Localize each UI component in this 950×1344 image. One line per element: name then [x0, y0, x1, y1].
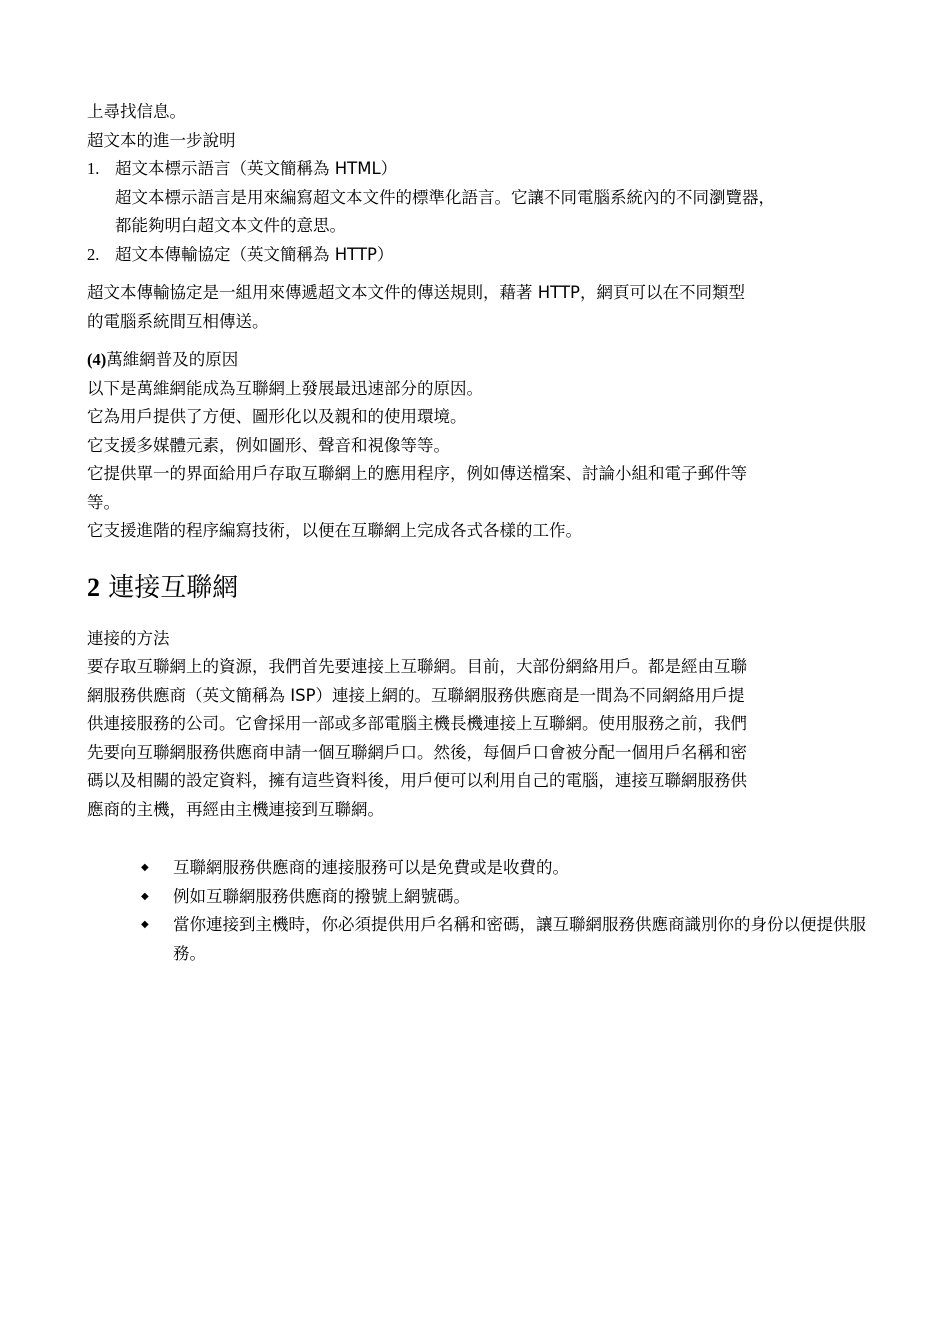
bullet-list	[87, 854, 882, 968]
section-line: 它為用戶提供了方便、圖形化以及親和的使用環境。	[87, 407, 467, 426]
method-title: 連接的方法	[87, 628, 170, 648]
section-line: 它支援進階的程序編寫技術，以便在互聯網上完成各式各樣的工作。	[87, 521, 582, 540]
method-paragraph-line: 要存取互聯網上的資源，我們首先要連接上互聯網。目前，大部份網絡用戶。都是經由互聯	[87, 657, 747, 676]
list-item	[141, 883, 882, 912]
chapter-heading	[87, 568, 882, 608]
method-paragraph-line: 先要向互聯網服務供應商申請一個互聯網戶口。然後，每個戶口會被分配一個用戶名稱和密	[87, 742, 747, 762]
method-paragraph-line: 網服務供應商（英文簡稱為 ISP）連接上網的。互聯網服務供應商是一間為不同網絡用戶提	[87, 685, 745, 705]
diamond-bullet-icon: ◆	[141, 919, 149, 930]
chapter-title: 連接互聯網	[108, 572, 239, 603]
section-heading	[87, 346, 882, 375]
html-description-line: 都能夠明白超文本文件的意思。	[115, 216, 346, 235]
bullet-text: 互聯網服務供應商的連接服務可以是免費或是收費的。	[173, 858, 569, 877]
list-item	[141, 911, 882, 968]
section-title: 萬維網普及的原因	[106, 350, 239, 369]
list-item-title: 超文本標示語言（英文簡稱為 HTML）	[115, 159, 398, 178]
section-line: 等。	[87, 492, 120, 512]
diamond-bullet-icon: ◆	[141, 862, 149, 873]
document-content	[87, 98, 882, 968]
method-paragraph-line: 碼以及相關的設定資料，擁有這些資料後，用戶便可以利用自己的電腦，連接互聯網服務供	[87, 771, 747, 790]
section-line: 它提供單一的界面給用戶存取互聯網上的應用程序，例如傳送檔案、討論小組和電子郵件等	[87, 464, 747, 483]
method-paragraph-line: 供連接服務的公司。它會採用一部或多部電腦主機長機連接上互聯網。使用服務之前，我們	[87, 714, 747, 733]
bullet-text: 例如互聯網服務供應商的撥號上網號碼。	[173, 886, 470, 906]
section-line: 以下是萬維網能成為互聯網上發展最迅速部分的原因。	[87, 378, 483, 398]
hypertext-subtitle: 超文本的進一步說明	[87, 130, 236, 150]
html-description-line: 超文本標示語言是用來編寫超文本文件的標準化語言。它讓不同電腦系統內的不同瀏覽器，	[115, 187, 775, 207]
bullet-text: 當你連接到主機時，你必須提供用戶名稱和密碼，讓互聯網服務供應商識別你的身份以便提供服務。	[173, 915, 866, 963]
list-item	[141, 854, 882, 883]
http-paragraph-line: 超文本傳輸協定是一組用來傳遞超文本文件的傳送規則，藉著 HTTP，網頁可以在不同類型	[87, 283, 745, 302]
list-item-html	[87, 155, 882, 184]
diamond-bullet-icon: ◆	[141, 890, 149, 902]
chapter-number: 2	[87, 572, 100, 602]
method-paragraph-line: 應商的主機，再經由主機連接到互聯網。	[87, 799, 384, 819]
list-item-http	[87, 241, 882, 270]
section-number: (4)	[87, 350, 107, 369]
intro-end-text: 上尋找信息。	[87, 102, 186, 121]
list-number: 2.	[87, 244, 100, 264]
list-number: 1.	[87, 159, 100, 178]
list-item-title: 超文本傳輸協定（英文簡稱為 HTTP）	[115, 244, 394, 264]
http-paragraph-line: 的電腦系統間互相傳送。	[87, 311, 269, 331]
section-line: 它支援多媒體元素，例如圖形、聲音和視像等等。	[87, 435, 450, 455]
